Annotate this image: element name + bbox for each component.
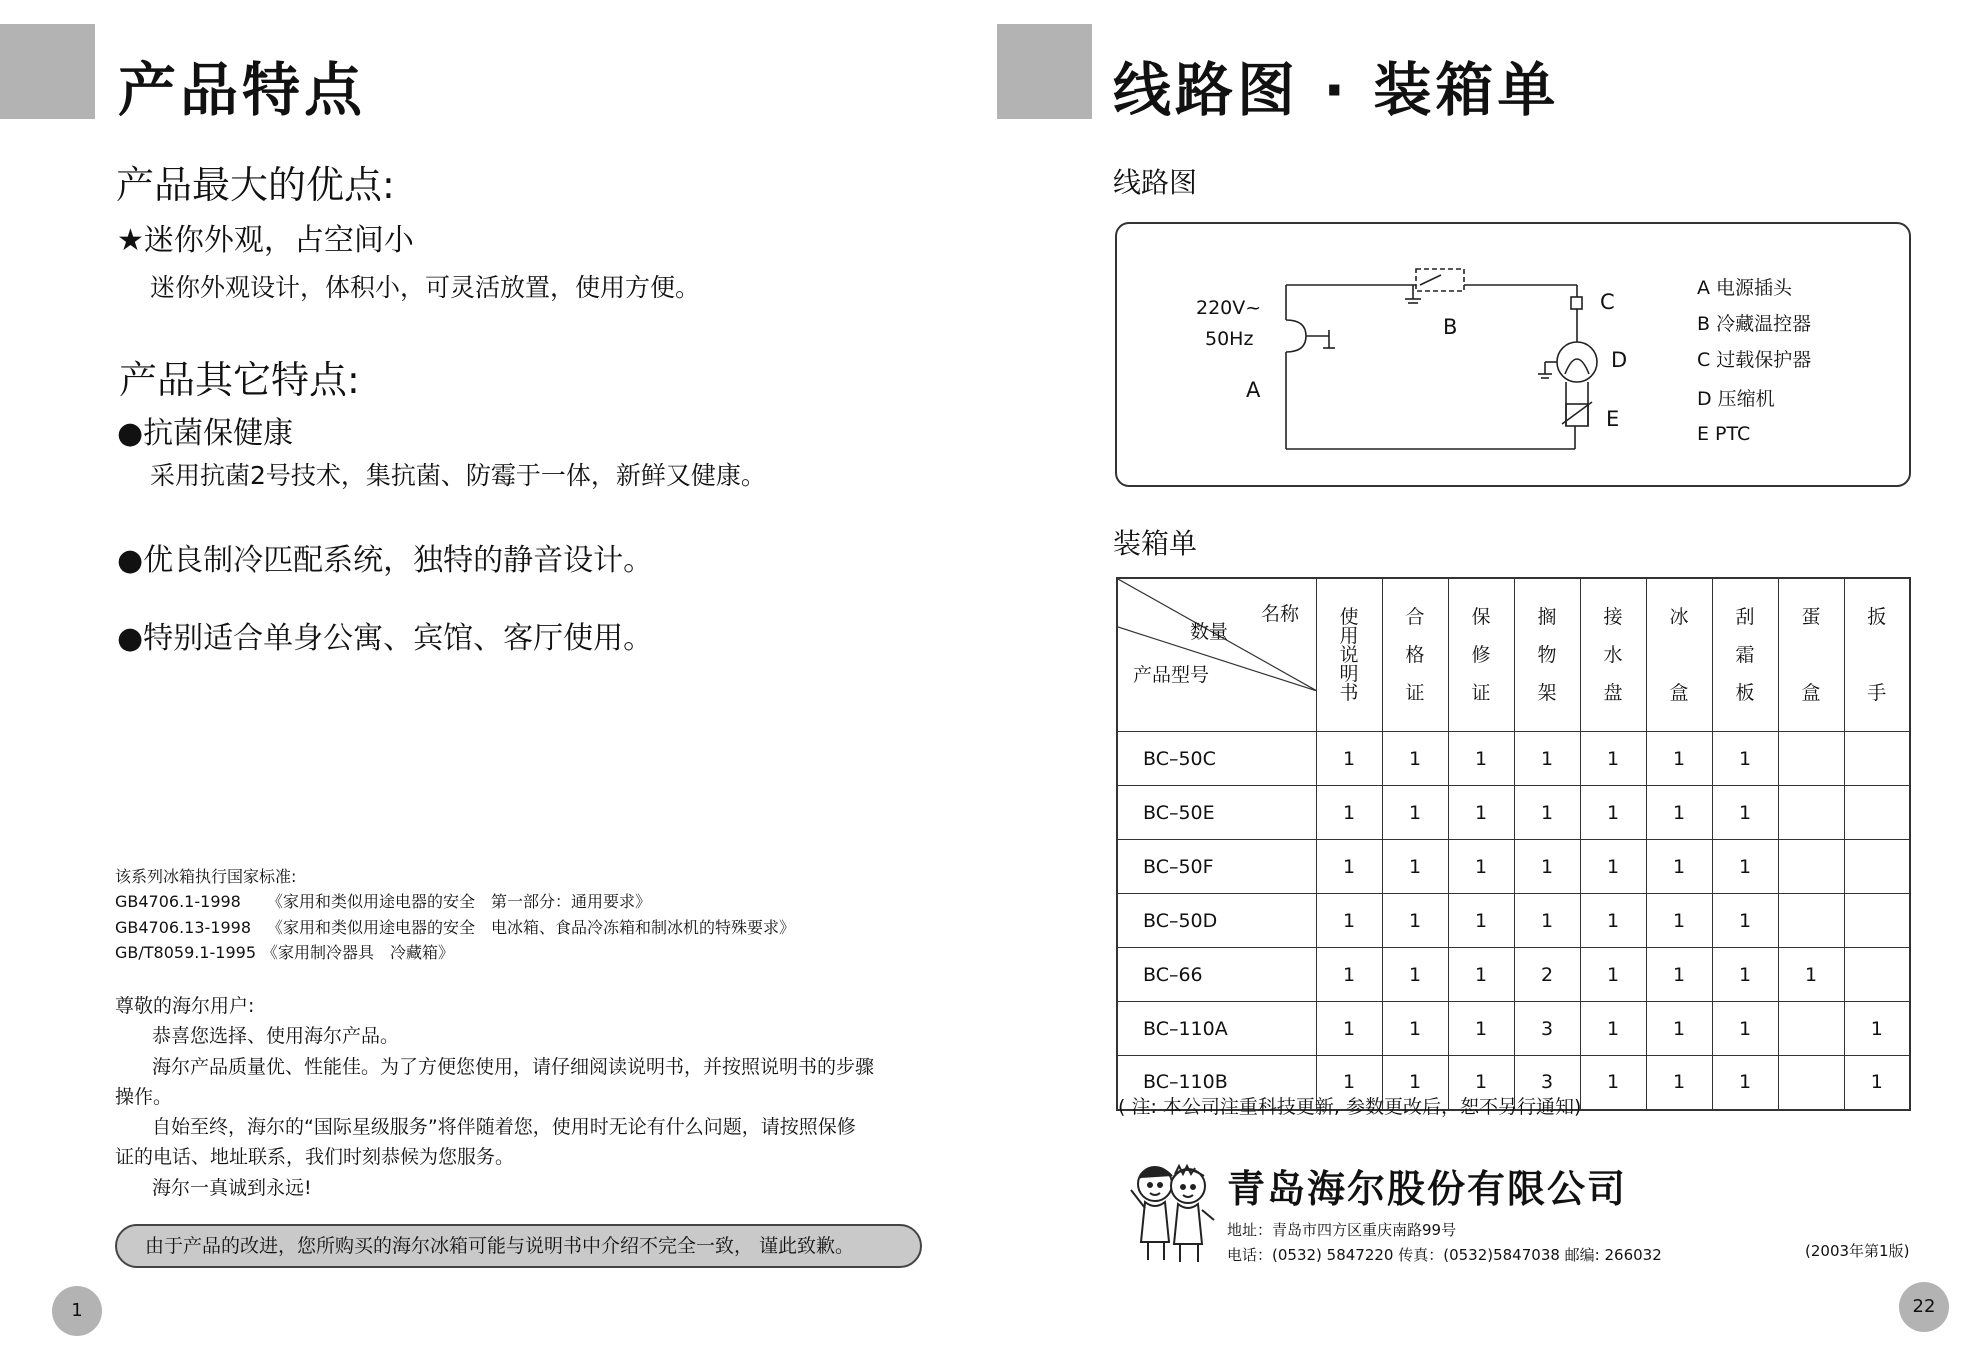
quantity-cell: 1 bbox=[1448, 786, 1514, 840]
quantity-cell: 1 bbox=[1316, 732, 1382, 786]
feature-antibacterial-desc: 采用抗菌2号技术，集抗菌、防霉于一体，新鲜又健康。 bbox=[150, 461, 766, 490]
circuit-legend-item: D 压缩机 bbox=[1697, 388, 1775, 410]
quantity-cell: 1 bbox=[1448, 840, 1514, 894]
quantity-cell: 1 bbox=[1382, 894, 1448, 948]
improvement-notice: 由于产品的改进，您所购买的海尔冰箱可能与说明书中介绍不完全一致， 谨此致歉。 bbox=[115, 1224, 922, 1268]
letter-line: 证的电话、地址联系，我们时刻恭候为您服务。 bbox=[115, 1146, 515, 1168]
model-cell: BC–50F bbox=[1117, 840, 1316, 894]
quantity-cell bbox=[1844, 894, 1910, 948]
quantity-cell: 1 bbox=[1448, 732, 1514, 786]
quantity-cell: 1 bbox=[1448, 1002, 1514, 1056]
letter-line: 操作。 bbox=[115, 1086, 173, 1108]
table-row bbox=[1117, 732, 1910, 786]
circuit-diagram-box bbox=[1115, 222, 1911, 487]
main-feature-desc: 迷你外观设计，体积小，可灵活放置，使用方便。 bbox=[150, 273, 701, 302]
model-cell: BC–50E bbox=[1117, 786, 1316, 840]
packing-list-table bbox=[1116, 577, 1911, 1111]
quantity-cell: 1 bbox=[1316, 948, 1382, 1002]
circuit-point-e: E bbox=[1606, 407, 1620, 431]
quantity-cell: 1 bbox=[1448, 894, 1514, 948]
corner-qty-label: 数量 bbox=[1190, 621, 1229, 643]
table-row bbox=[1117, 840, 1910, 894]
circuit-point-c: C bbox=[1600, 290, 1615, 314]
quantity-cell: 1 bbox=[1382, 1056, 1448, 1110]
quantity-cell: 1 bbox=[1580, 786, 1646, 840]
quantity-cell: 1 bbox=[1382, 732, 1448, 786]
left-page-title: 产品特点 bbox=[118, 56, 367, 124]
column-header: 冰盒 bbox=[1646, 578, 1712, 732]
quantity-cell: 1 bbox=[1316, 1002, 1382, 1056]
quantity-cell: 1 bbox=[1712, 732, 1778, 786]
company-address: 地址：青岛市四方区重庆南路99号 bbox=[1227, 1221, 1457, 1239]
circuit-frequency-label: 50Hz bbox=[1205, 328, 1254, 350]
quantity-cell: 1 bbox=[1580, 894, 1646, 948]
quantity-cell: 1 bbox=[1316, 786, 1382, 840]
quantity-cell: 1 bbox=[1646, 1002, 1712, 1056]
model-cell: BC–66 bbox=[1117, 948, 1316, 1002]
feature-cooling-title: ●优良制冷匹配系统，独特的静音设计。 bbox=[117, 543, 654, 578]
model-cell: BC–50C bbox=[1117, 732, 1316, 786]
circuit-point-d: D bbox=[1611, 348, 1628, 372]
circuit-point-b: B bbox=[1443, 315, 1458, 339]
letter-line: 海尔产品质量优、性能佳。为了方便您使用，请仔细阅读说明书，并按照说明书的步骤 bbox=[152, 1056, 875, 1078]
feature-suitable-title: ●特别适合单身公寓、宾馆、客厅使用。 bbox=[117, 621, 654, 656]
quantity-cell bbox=[1844, 840, 1910, 894]
column-header: 使用说明书 bbox=[1316, 578, 1382, 732]
quantity-cell bbox=[1778, 1002, 1844, 1056]
model-cell: BC–110A bbox=[1117, 1002, 1316, 1056]
circuit-section-label: 线路图 bbox=[1113, 166, 1198, 199]
packing-table-body bbox=[1117, 732, 1910, 1110]
quantity-cell bbox=[1844, 786, 1910, 840]
model-cell: BC–110B bbox=[1117, 1056, 1316, 1110]
quantity-cell: 1 bbox=[1778, 948, 1844, 1002]
standard-name: 《家用制冷器具 冷藏箱》 bbox=[262, 943, 455, 962]
column-header: 扳手 bbox=[1844, 578, 1910, 732]
standards-title: 该系列冰箱执行国家标准: bbox=[115, 867, 297, 886]
quantity-cell bbox=[1778, 732, 1844, 786]
circuit-point-a: A bbox=[1246, 378, 1261, 402]
right-page-number: 22 bbox=[1899, 1282, 1949, 1332]
quantity-cell: 1 bbox=[1316, 894, 1382, 948]
quantity-cell: 2 bbox=[1514, 948, 1580, 1002]
column-header: 搁物架 bbox=[1514, 578, 1580, 732]
quantity-cell: 1 bbox=[1580, 948, 1646, 1002]
circuit-legend-item: B 冷藏温控器 bbox=[1697, 313, 1812, 335]
quantity-cell: 1 bbox=[1646, 786, 1712, 840]
letter-line: 海尔一真诚到永远! bbox=[152, 1177, 312, 1199]
quantity-cell: 1 bbox=[1382, 1002, 1448, 1056]
quantity-cell: 1 bbox=[1712, 1056, 1778, 1110]
column-header: 合格证 bbox=[1382, 578, 1448, 732]
table-row bbox=[1117, 1002, 1910, 1056]
circuit-voltage-label: 220V~ bbox=[1196, 297, 1262, 319]
table-row bbox=[1117, 786, 1910, 840]
table-row bbox=[1117, 948, 1910, 1002]
standard-code: GB4706.13-1998 bbox=[115, 918, 252, 937]
quantity-cell bbox=[1844, 948, 1910, 1002]
quantity-cell: 1 bbox=[1712, 894, 1778, 948]
quantity-cell: 1 bbox=[1514, 894, 1580, 948]
quantity-cell: 1 bbox=[1514, 786, 1580, 840]
left-page-number: 1 bbox=[52, 1286, 102, 1336]
standard-name: 《家用和类似用途电器的安全 第一部分：通用要求》 bbox=[267, 892, 652, 911]
company-phone: 电话：(0532) 5847220 传真：(0532)5847038 邮编: 266032 bbox=[1227, 1246, 1662, 1264]
quantity-cell: 1 bbox=[1514, 732, 1580, 786]
haier-brothers-logo-icon bbox=[1120, 1158, 1220, 1266]
standard-code: GB/T8059.1-1995 bbox=[115, 943, 257, 962]
quantity-cell bbox=[1778, 894, 1844, 948]
standard-name: 《家用和类似用途电器的安全 电冰箱、食品冷冻箱和制冰机的特殊要求》 bbox=[267, 918, 796, 937]
quantity-cell bbox=[1778, 1056, 1844, 1110]
quantity-cell: 1 bbox=[1382, 948, 1448, 1002]
quantity-cell: 1 bbox=[1712, 948, 1778, 1002]
quantity-cell: 1 bbox=[1844, 1002, 1910, 1056]
quantity-cell: 1 bbox=[1382, 786, 1448, 840]
right-header-block bbox=[997, 24, 1092, 119]
circuit-legend-item: A 电源插头 bbox=[1697, 277, 1793, 299]
feature-antibacterial-title: ●抗菌保健康 bbox=[117, 416, 294, 451]
quantity-cell: 1 bbox=[1712, 840, 1778, 894]
quantity-cell: 1 bbox=[1448, 948, 1514, 1002]
main-feature-title: ★迷你外观，占空间小 bbox=[117, 223, 414, 258]
left-header-block bbox=[0, 24, 95, 119]
standard-code: GB4706.1-1998 bbox=[115, 892, 241, 911]
table-header-row bbox=[1117, 578, 1910, 732]
other-features-heading: 产品其它特点: bbox=[119, 358, 360, 402]
letter-line: 自始至终，海尔的“国际星级服务”将伴随着您，使用时无论有什么问题，请按照保修 bbox=[152, 1116, 856, 1138]
corner-model-label: 产品型号 bbox=[1133, 664, 1210, 686]
column-header: 蛋盒 bbox=[1778, 578, 1844, 732]
letter-line: 恭喜您选择、使用海尔产品。 bbox=[152, 1025, 400, 1047]
quantity-cell: 1 bbox=[1316, 840, 1382, 894]
quantity-cell: 1 bbox=[1316, 1056, 1382, 1110]
model-cell: BC–50D bbox=[1117, 894, 1316, 948]
quantity-cell: 1 bbox=[1712, 1002, 1778, 1056]
column-header: 刮霜板 bbox=[1712, 578, 1778, 732]
quantity-cell: 1 bbox=[1712, 786, 1778, 840]
quantity-cell: 1 bbox=[1646, 1056, 1712, 1110]
quantity-cell: 3 bbox=[1514, 1056, 1580, 1110]
quantity-cell bbox=[1844, 732, 1910, 786]
quantity-cell: 1 bbox=[1646, 894, 1712, 948]
table-corner-cell bbox=[1117, 578, 1316, 732]
quantity-cell: 1 bbox=[1448, 1056, 1514, 1110]
column-header: 接水盘 bbox=[1580, 578, 1646, 732]
corner-name-label: 名称 bbox=[1261, 603, 1300, 625]
quantity-cell: 1 bbox=[1646, 840, 1712, 894]
quantity-cell bbox=[1778, 786, 1844, 840]
table-row bbox=[1117, 894, 1910, 948]
quantity-cell: 1 bbox=[1580, 840, 1646, 894]
quantity-cell: 1 bbox=[1646, 732, 1712, 786]
company-name: 青岛海尔股份有限公司 bbox=[1227, 1167, 1628, 1211]
quantity-cell: 1 bbox=[1580, 732, 1646, 786]
packing-section-label: 装箱单 bbox=[1113, 527, 1198, 560]
quantity-cell: 1 bbox=[1514, 840, 1580, 894]
quantity-cell: 1 bbox=[1646, 948, 1712, 1002]
quantity-cell: 1 bbox=[1844, 1056, 1910, 1110]
quantity-cell bbox=[1778, 840, 1844, 894]
quantity-cell: 1 bbox=[1382, 840, 1448, 894]
update-note: ( 注: 本公司注重科技更新, 参数更改后，恕不另行通知) bbox=[1118, 1096, 1582, 1118]
right-page-title: 线路图 · 装箱单 bbox=[1113, 56, 1560, 124]
circuit-legend-item: C 过载保护器 bbox=[1697, 349, 1812, 371]
edition-label: (2003年第1版) bbox=[1805, 1242, 1910, 1260]
quantity-cell: 1 bbox=[1580, 1002, 1646, 1056]
quantity-cell: 1 bbox=[1580, 1056, 1646, 1110]
letter-greeting: 尊敬的海尔用户: bbox=[115, 995, 255, 1017]
main-advantage-heading: 产品最大的优点: bbox=[116, 163, 395, 207]
circuit-legend-item: E PTC bbox=[1697, 423, 1751, 445]
column-header: 保修证 bbox=[1448, 578, 1514, 732]
quantity-cell: 3 bbox=[1514, 1002, 1580, 1056]
